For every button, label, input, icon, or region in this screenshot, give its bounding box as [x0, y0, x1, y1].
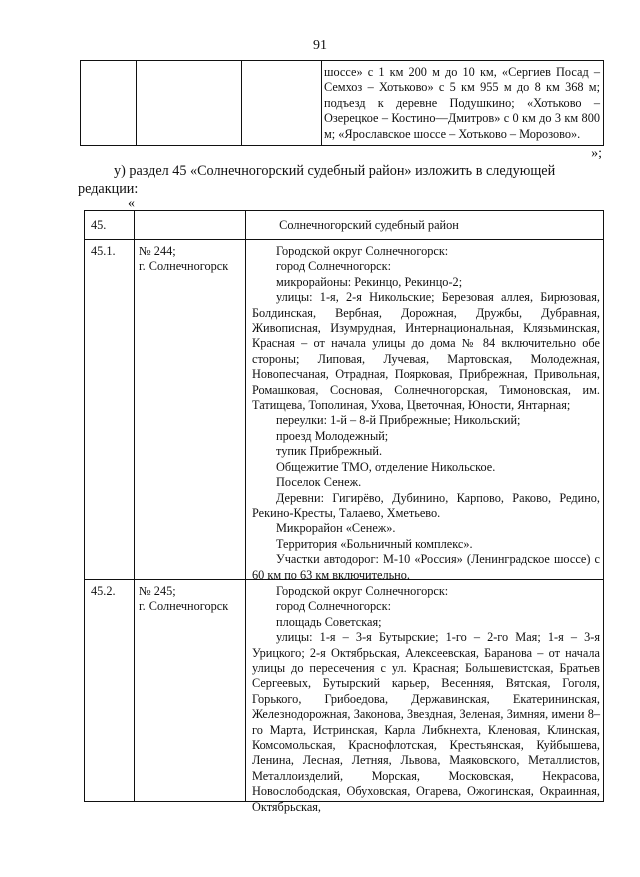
column-divider	[134, 211, 135, 801]
court-city: г. Солнечногорск	[139, 599, 229, 614]
description-paragraph: проезд Молодежный;	[276, 428, 389, 443]
district-table	[84, 210, 604, 814]
header-title: Солнечногорский судебный район	[279, 218, 459, 232]
column-divider	[321, 61, 322, 145]
description-paragraph: площадь Советская;	[276, 614, 382, 629]
continuation-table	[80, 60, 604, 146]
closing-quote-mark: »;	[591, 146, 602, 161]
header-number: 45.	[91, 218, 107, 232]
row-number: 45.2.	[91, 584, 116, 598]
description-paragraph: тупик Прибрежный.	[276, 444, 383, 459]
page-number: 91	[313, 38, 327, 53]
continuation-text	[324, 65, 600, 142]
continuation-paragraph: шоссе» с 1 км 200 м до 10 км, «Сергиев Посад – Семхоз – Хотьково» с 5 км 955 м до 8 км 368 м; подъезд к деревне Подушкино; «Хотьково – Озерецкое – Костино—Дмитров» с 0 км до 3 км 800 м; «Ярославское шоссе – Хотьково – Морозово».	[324, 65, 600, 141]
column-divider	[245, 211, 246, 801]
court-cell	[139, 584, 249, 615]
description-paragraph: Деревни: Гигирёво, Дубинино, Карпово, Раково, Редино, Рекино-Кресты, Талаево, Хметьево.	[252, 490, 600, 520]
territory-description	[252, 244, 600, 583]
amendment-line: редакции:	[78, 181, 139, 197]
opening-quote-mark: «	[128, 196, 135, 211]
court-cell	[139, 244, 249, 275]
amendment-line: у) раздел 45 «Солнечногорский судебный район» изложить в следующей	[114, 163, 556, 179]
territory-description	[252, 584, 600, 815]
row-number: 45.1.	[91, 244, 116, 258]
description-paragraph: переулки: 1-й – 8-й Прибрежные; Никольский;	[276, 413, 521, 428]
description-paragraph: микрорайоны: Рекинцо, Рекинцо-2;	[276, 274, 463, 289]
description-paragraph: Городской округ Солнечногорск:	[276, 584, 449, 598]
court-number: № 244;	[139, 244, 176, 258]
column-divider	[241, 61, 242, 145]
court-city: г. Солнечногорск	[139, 259, 229, 274]
description-paragraph: Городской округ Солнечногорск:	[276, 244, 449, 258]
description-paragraph: Поселок Сенеж.	[276, 475, 362, 490]
description-paragraph: улицы: 1-я – 3-я Бутырские; 1-го – 2-го Мая; 1-я – 3-я Урицкого; 2-я Октябрьская, Алексеевская, Баранова – от начала улицы до пересечения с ул. Красная; Большевистская, Братьев Сергеевых, Бутырский карьер, Весенняя, Вятская, Гоголя, Горького, Грибоедова, Державинская, Екатерининская, Железнодорожная, Законова, Звездная, Зеленая, Зимняя, имени 8–го Марта, Истринская, Карла Либкнехта, Кленовая, Клинская, Комсомольская, Краснофлотская, Крестьянская, Куйбышева, Ленина, Лесная, Летняя, Львова, Маяковского, Металлистов, Металлоизделий, Морская, Московская, Некрасова, Новослободская, Обуховская, Огарева, Ожогинская, Окраинная, Октябрьская,	[252, 630, 600, 814]
description-paragraph: Территория «Больничный комплекс».	[276, 536, 473, 551]
column-divider	[136, 61, 137, 145]
row-divider	[85, 239, 603, 240]
description-paragraph: Участки автодорог: М-10 «Россия» (Ленинградское шоссе) с 60 км по 63 км включительно.	[252, 552, 600, 582]
description-paragraph: Общежитие ТМО, отделение Никольское.	[276, 459, 496, 474]
description-paragraph: город Солнечногорск:	[276, 259, 392, 274]
description-paragraph: улицы: 1-я, 2-я Никольские; Березовая аллея, Бирюзовая, Болдинская, Вербная, Дорожная, Дружбы, Дубравная, Живописная, Изумрудная, Интернациональная, Клязьминская, Красная – от начала улицы до дома № 84 включительно обе стороны; Липовая, Лучевая, Мартовская, Молодежная, Новопесчаная, Отрадная, Поярковая, Прибрежная, Привольная, Ромашковая, Сосновая, Солнечногорская, Тимоновская, им. Татищева, Тополиная, Ухова, Цветочная, Юности, Янтарная;	[252, 290, 600, 413]
description-paragraph: город Солнечногорск:	[276, 599, 392, 614]
court-number: № 245;	[139, 584, 176, 598]
description-paragraph: Микрорайон «Сенеж».	[276, 521, 396, 536]
amendment-text	[78, 162, 603, 198]
